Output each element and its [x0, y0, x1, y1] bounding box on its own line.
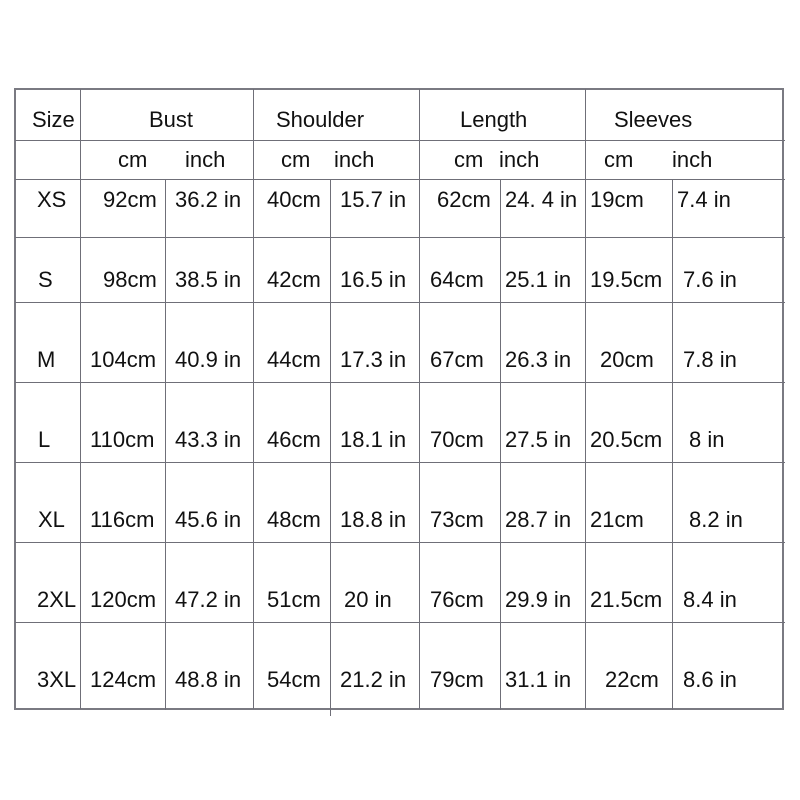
shoulder-cm-value: 40cm — [267, 187, 321, 212]
unit-bust-cm: cm — [118, 147, 148, 172]
header-shoulder: Shoulder — [276, 107, 365, 132]
length-cm-value: 64cm — [430, 267, 484, 292]
size-label: XS — [37, 187, 67, 212]
bust-cm-value: 104cm — [90, 347, 157, 372]
sleeves-cm-value: 19.5cm — [590, 267, 663, 292]
table-border — [14, 88, 784, 710]
bust-in-value: 36.2 in — [175, 187, 242, 212]
column-divider — [80, 89, 81, 709]
bust-in-value: 40.9 in — [175, 347, 242, 372]
row-divider — [15, 462, 785, 463]
length-in-value: 24. 4 in — [505, 187, 578, 212]
shoulder-in-value: 18.8 in — [340, 507, 407, 532]
unit-length-inch: inch — [499, 147, 540, 172]
sleeves-in-value: 7.6 in — [683, 267, 737, 292]
shoulder-in-value: 18.1 in — [340, 427, 407, 452]
bust-cm-value: 116cm — [90, 507, 155, 532]
column-divider — [253, 89, 254, 709]
sleeves-in-value: 8 in — [689, 427, 725, 452]
shoulder-in-value: 15.7 in — [340, 187, 407, 212]
shoulder-cm-value: 51cm — [267, 587, 321, 612]
header-sleeves: Sleeves — [614, 107, 693, 132]
shoulder-in-value: 16.5 in — [340, 267, 407, 292]
bust-in-value: 48.8 in — [175, 667, 242, 692]
unit-column-divider — [330, 179, 331, 716]
bust-in-value: 43.3 in — [175, 427, 242, 452]
header-size: Size — [32, 107, 75, 132]
sleeves-cm-value: 20cm — [600, 347, 654, 372]
size-label: 2XL — [37, 587, 77, 612]
row-divider — [15, 140, 785, 141]
row-divider — [15, 622, 785, 623]
bust-in-value: 45.6 in — [175, 507, 242, 532]
shoulder-cm-value: 42cm — [267, 267, 321, 292]
unit-column-divider — [500, 179, 501, 710]
column-divider — [419, 89, 420, 709]
bust-in-value: 47.2 in — [175, 587, 242, 612]
shoulder-in-value: 21.2 in — [340, 667, 407, 692]
shoulder-cm-value: 44cm — [267, 347, 321, 372]
unit-sleeves-cm: cm — [604, 147, 634, 172]
row-divider — [15, 179, 785, 180]
unit-length-cm: cm — [454, 147, 484, 172]
sleeves-cm-value: 20.5cm — [590, 427, 663, 452]
row-divider — [15, 237, 785, 238]
sleeves-in-value: 8.4 in — [683, 587, 737, 612]
bust-cm-value: 98cm — [103, 267, 157, 292]
size-label: M — [37, 347, 56, 372]
sleeves-in-value: 7.4 in — [677, 187, 731, 212]
unit-column-divider — [672, 179, 673, 710]
bust-cm-value: 92cm — [103, 187, 157, 212]
length-cm-value: 76cm — [430, 587, 484, 612]
length-in-value: 31.1 in — [505, 667, 572, 692]
unit-bust-inch: inch — [185, 147, 226, 172]
bust-cm-value: 110cm — [90, 427, 155, 452]
header-length: Length — [460, 107, 528, 132]
length-cm-value: 62cm — [437, 187, 491, 212]
length-in-value: 29.9 in — [505, 587, 572, 612]
row-divider — [15, 382, 785, 383]
sleeves-in-value: 8.2 in — [689, 507, 743, 532]
length-in-value: 25.1 in — [505, 267, 572, 292]
sleeves-cm-value: 21.5cm — [590, 587, 663, 612]
length-cm-value: 67cm — [430, 347, 484, 372]
length-in-value: 26.3 in — [505, 347, 572, 372]
size-label: 3XL — [37, 667, 77, 692]
bust-cm-value: 124cm — [90, 667, 157, 692]
length-in-value: 28.7 in — [505, 507, 572, 532]
sleeves-in-value: 8.6 in — [683, 667, 737, 692]
size-label: XL — [38, 507, 65, 532]
sleeves-cm-value: 19cm — [590, 187, 644, 212]
sleeves-cm-value: 22cm — [605, 667, 659, 692]
size-label: L — [38, 427, 51, 452]
length-cm-value: 79cm — [430, 667, 484, 692]
shoulder-cm-value: 48cm — [267, 507, 321, 532]
shoulder-cm-value: 54cm — [267, 667, 321, 692]
size-label: S — [38, 267, 53, 292]
sleeves-in-value: 7.8 in — [683, 347, 737, 372]
bust-in-value: 38.5 in — [175, 267, 242, 292]
column-divider — [585, 89, 586, 709]
sleeves-cm-value: 21cm — [590, 507, 644, 532]
unit-shoulder-cm: cm — [281, 147, 311, 172]
shoulder-in-value: 20 in — [344, 587, 392, 612]
length-cm-value: 73cm — [430, 507, 484, 532]
unit-shoulder-inch: inch — [334, 147, 375, 172]
unit-column-divider — [165, 179, 166, 710]
shoulder-cm-value: 46cm — [267, 427, 321, 452]
length-cm-value: 70cm — [430, 427, 484, 452]
row-divider — [15, 542, 785, 543]
shoulder-in-value: 17.3 in — [340, 347, 407, 372]
row-divider — [15, 302, 785, 303]
unit-sleeves-inch: inch — [672, 147, 713, 172]
bust-cm-value: 120cm — [90, 587, 157, 612]
length-in-value: 27.5 in — [505, 427, 572, 452]
header-bust: Bust — [149, 107, 194, 132]
